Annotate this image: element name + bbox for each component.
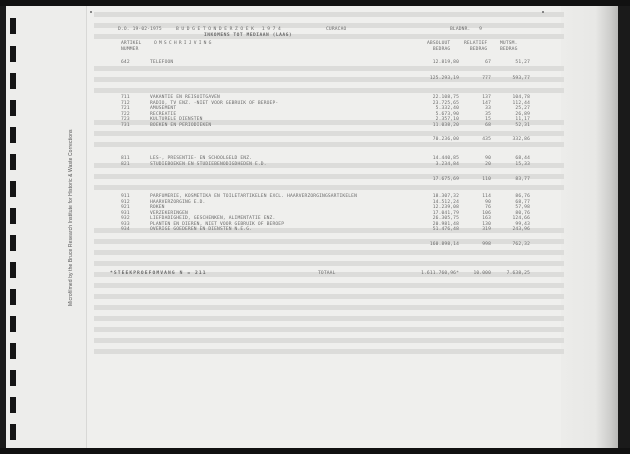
sprocket-hole [10, 370, 16, 386]
sprocket-hole [10, 343, 16, 359]
film-border-bottom [0, 448, 630, 454]
table-row: 931 VERZEKERINGEN 17.041,79 106 80,76 [121, 210, 530, 216]
sprocket-hole [10, 73, 16, 89]
column-header-absoluut: ABSOLUUT BEDRAG [427, 41, 451, 52]
table-row: 721 AMUSEMENT 5.332,40 33 25,27 [121, 106, 530, 111]
table-row: 911 PARFUMERIE, KOSMETIKA EN TOILETARTIKELEN EXCL. HAARVERZORGINGSARTIKELEN 18.307,32 114 86,76 [121, 194, 530, 199]
sprocket-hole [10, 100, 16, 116]
punch-mark [90, 11, 92, 13]
subtotal-row: 125.293,19 777 593,77 [429, 76, 530, 81]
report-title: BUDGETONDERZOEK 1974 [176, 27, 284, 32]
sprocket-hole [10, 208, 16, 224]
table-row: 712 RADIO, TV ENZ. -NIET VOOR GEBRUIK OF BEROEP- 23.725,65 147 112,44 [121, 100, 530, 106]
table-row: 933 PLANTEN EN DIEREN, NIET VOOR GEBRUIK OF BEROEP 20.981,48 130 99,43 [121, 221, 530, 227]
report-date: D.O. 19-02-1975 [118, 27, 162, 32]
scanned-page [6, 6, 618, 448]
total-relative: 10.000 [473, 271, 491, 276]
page-label: BLADNR. [450, 27, 471, 32]
table-row: 722 RECREATIE 5.673,90 35 26,89 [121, 111, 530, 117]
sprocket-hole [10, 18, 16, 34]
total-mutation: 7.638,25 [506, 271, 530, 276]
page-right-edge [561, 6, 618, 448]
page-number: 9 [479, 27, 483, 32]
left-margin-strip [6, 6, 87, 448]
table-row: 932 LIEFDADIGHEID, GESCHENKEN, ALIMENTATIE ENZ. 26.305,75 163 124,66 [121, 216, 530, 221]
table-row: 811 LES-, PRESENTIE- EN SCHOOLGELD ENZ. 14.440,85 90 68,44 [121, 156, 530, 161]
subtotal-row: 70.236,00 435 332,86 [432, 137, 530, 142]
sprocket-hole [10, 46, 16, 62]
report-place: CURACAO [326, 27, 347, 32]
sample-size-label: *STEEKPROEFOMVANG N = 211 [110, 271, 207, 276]
grand-total-row [94, 271, 564, 277]
report-subtitle: INKOMENS TOT MEDIAAN (LAAG) [204, 33, 293, 38]
subtotal-row: 17.675,69 110 83,77 [432, 177, 530, 182]
total-label: TOTAAL [318, 271, 336, 276]
microfilm-credit: Microfilmed by the Bruce Research Institute for Historic & Waste Corrections [68, 129, 74, 306]
sprocket-hole [10, 181, 16, 197]
table-row: 821 STUDIEBOEKEN EN STUDIEBENODIGDHEDEN E.D. 3.234,84 20 15,33 [121, 161, 530, 167]
sprocket-hole [10, 289, 16, 305]
column-header-artikel: ARTIKEL NUMMER [121, 41, 142, 52]
sprocket-hole [10, 262, 16, 278]
sprocket-hole [10, 424, 16, 440]
table-row: 731 BOEKEN EN PERIODIEKEN 11.038,20 68 52,31 [121, 122, 530, 128]
sprocket-hole [10, 397, 16, 413]
sprocket-hole [10, 316, 16, 332]
table-row: 934 OVERIGE GOEDEREN EN DIENSTEN N.E.G. 51.476,48 319 243,96 [121, 227, 530, 232]
punch-mark [542, 11, 544, 13]
column-header-mutatie: MUTSM. BEDRAG [500, 41, 518, 52]
total-absolute: 1.611.760,96* [421, 271, 459, 276]
subtotal-row: 160.898,14 998 762,32 [429, 242, 530, 247]
table-row: 921 ROKEN 12.239,08 76 57,98 [121, 205, 530, 210]
column-header-omschrijving: OMSCHRIJVING [154, 41, 214, 46]
page-indicator [450, 27, 482, 33]
table-row: 912 HAARVERZORGING E.D. 14.512,24 90 68,77 [121, 199, 530, 205]
table-row: 711 VAKANTIE EN REISUITGAVEN 22.108,75 137 104,78 [121, 95, 530, 100]
column-header-relatief: RELATIEF BEDRAG [464, 41, 488, 52]
sprocket-hole [10, 154, 16, 170]
table-row: 723 KULTURELE DIENSTEN 2.357,10 15 11,17 [121, 117, 530, 122]
sprocket-hole [10, 235, 16, 251]
sprocket-hole [10, 127, 16, 143]
table-row: 642 TELEFOON 12.819,80 67 51,27 [121, 60, 530, 65]
printout-sheet [94, 10, 564, 276]
